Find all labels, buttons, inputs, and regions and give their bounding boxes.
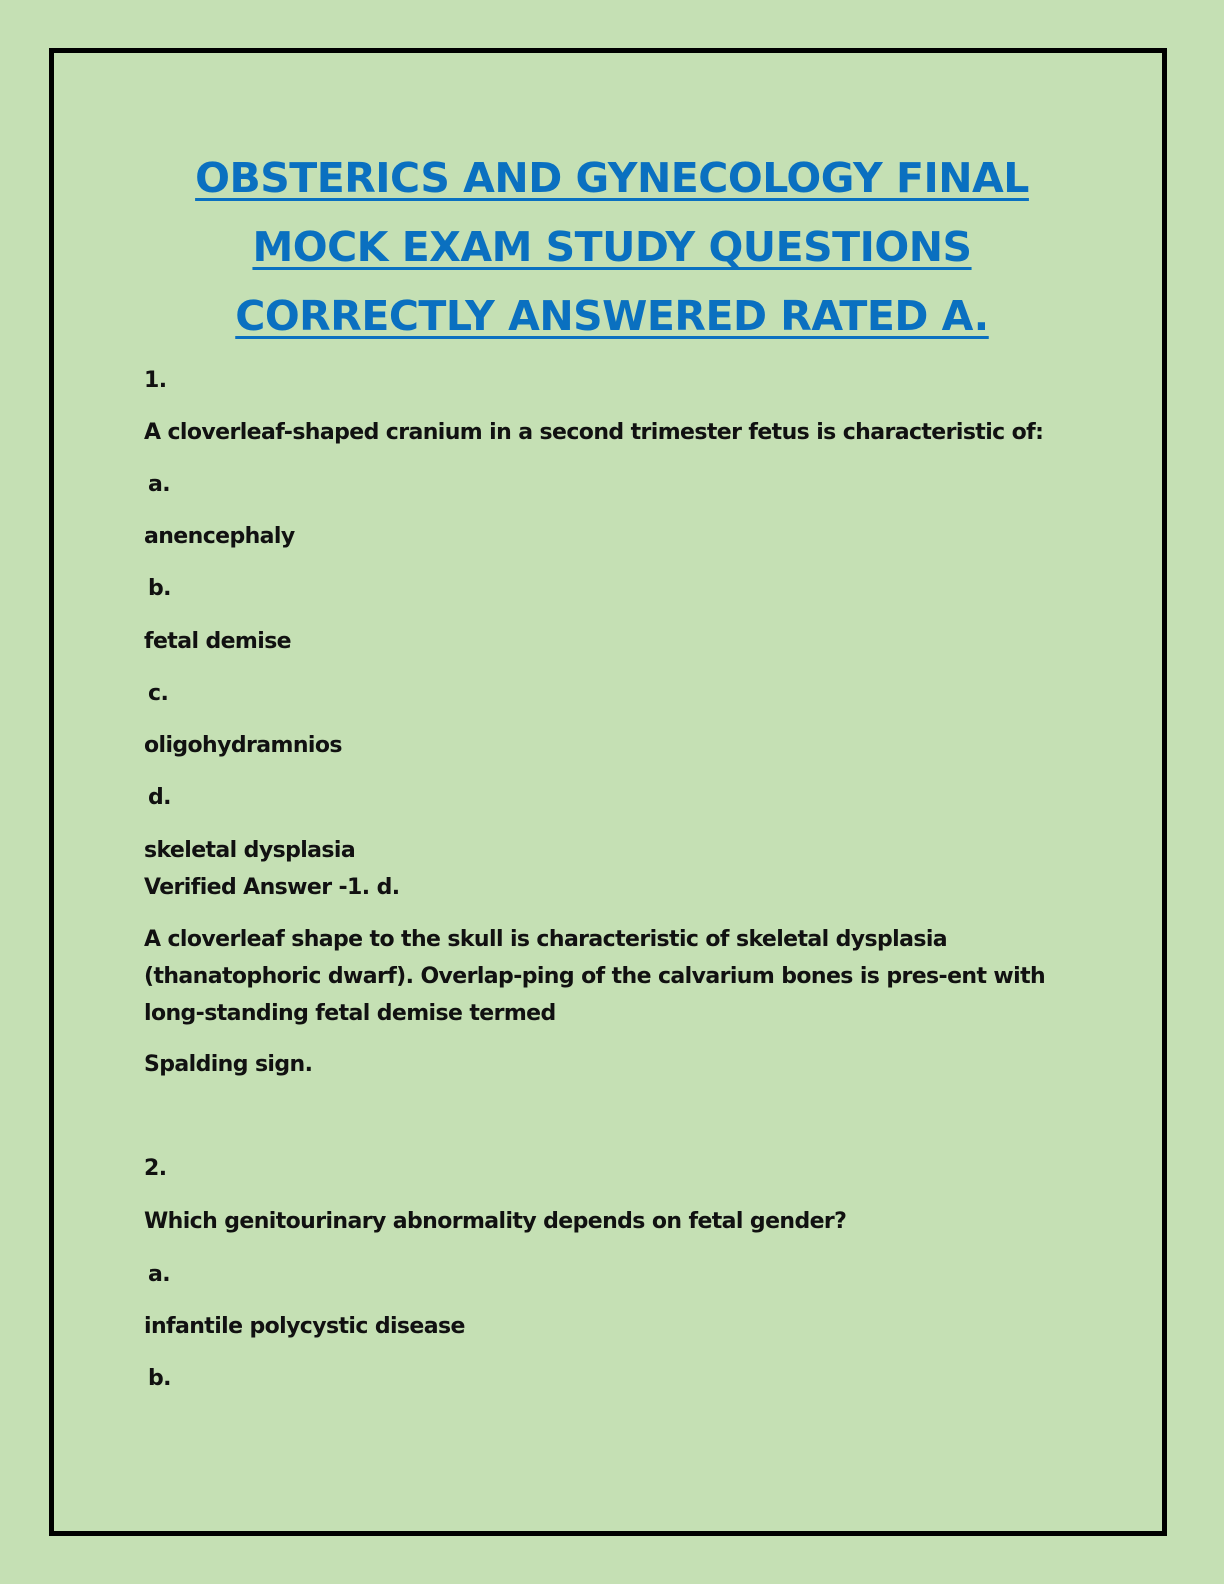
question-1-option-d-text: skeletal dysplasia [144, 838, 356, 863]
question-1-text: A cloverleaf-shaped cranium in a second trimester fetus is characteristic of: [144, 420, 1044, 445]
question-1-option-c-letter: c. [148, 681, 169, 706]
title-line-1: OBSTERICS AND GYNECOLOGY FINAL [195, 154, 1029, 202]
title-line-3: CORRECTLY ANSWERED RATED A. [235, 292, 989, 340]
question-2-option-a-text: infantile polycystic disease [144, 1314, 465, 1339]
question-1-explanation-end: Spalding sign. [144, 1052, 313, 1077]
question-2-option-a-letter: a. [148, 1262, 171, 1287]
title-line-2: MOCK EXAM STUDY QUESTIONS [252, 223, 972, 271]
question-1-option-c-text: oligohydramnios [144, 733, 342, 758]
question-1-option-a-text: anencephaly [144, 524, 295, 549]
question-2-text: Which genitourinary abnormality depends on fetal gender? [144, 1209, 847, 1234]
question-1-option-d-letter: d. [148, 785, 171, 810]
question-1-option-b-text: fetal demise [144, 629, 292, 654]
question-1-answer: Verified Answer -1. d. [144, 875, 400, 900]
question-1-option-b-letter: b. [148, 576, 171, 601]
document-title [100, 144, 1124, 351]
question-2-number: 2. [144, 1156, 167, 1181]
question-1-explanation: A cloverleaf shape to the skull is characteristic of skeletal dysplasia (thanatophoric dwarf). Overlap-ping of the calvarium bones is pres-ent with long-standing fetal demise termed [144, 927, 1046, 1026]
question-1-option-a-letter: a. [148, 472, 171, 497]
question-2-option-b-letter: b. [148, 1366, 171, 1391]
question-1-number: 1. [144, 368, 167, 393]
